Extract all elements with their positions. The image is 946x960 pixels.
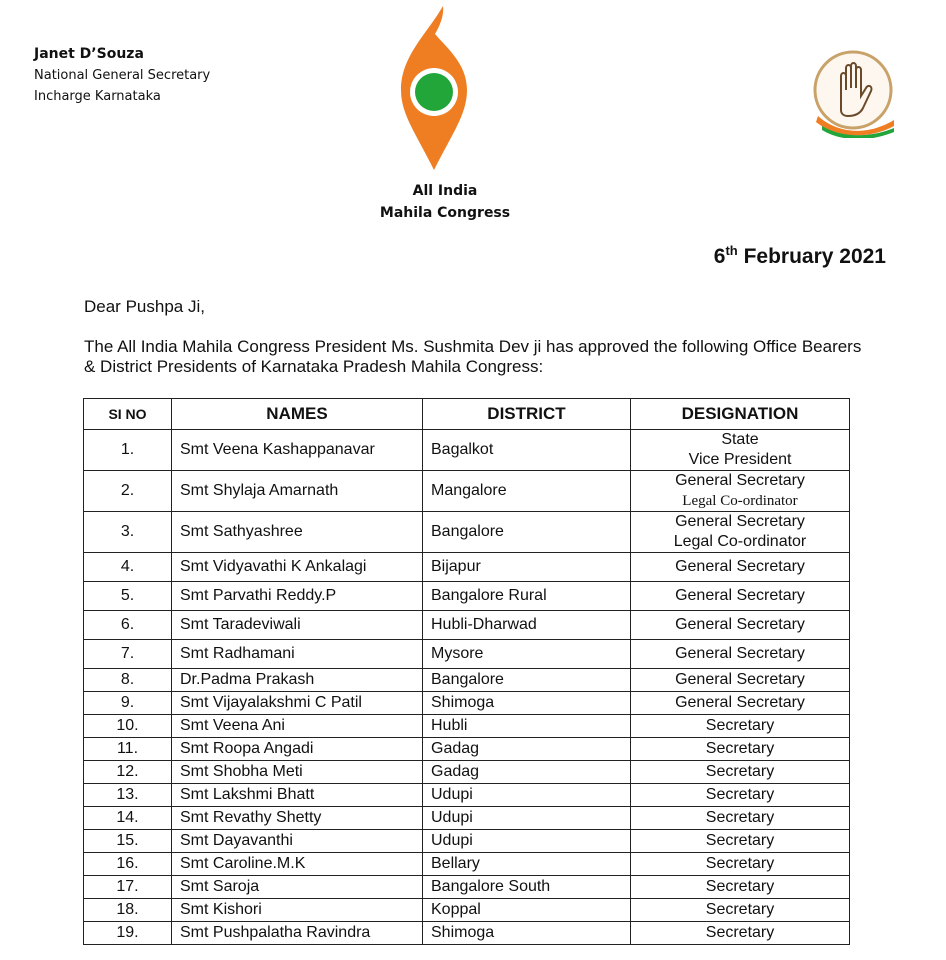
row-district: Shimoga [423, 692, 631, 715]
sender-title: National General Secretary [34, 68, 211, 83]
designation-line2: Legal Co-ordinator [673, 533, 807, 550]
row-district: Gadag [423, 738, 631, 761]
row-designation [631, 738, 850, 761]
designation-line1: General Secretary [675, 671, 805, 688]
date-rest: February 2021 [737, 245, 886, 268]
table-row [84, 512, 850, 553]
table-row [84, 640, 850, 669]
row-district: Hubli [423, 715, 631, 738]
row-district: Bangalore [423, 669, 631, 692]
row-name: Smt Vidyavathi K Ankalagi [172, 553, 423, 582]
designation-line1: State [721, 431, 759, 448]
row-district: Gadag [423, 761, 631, 784]
row-designation [631, 715, 850, 738]
designation-line2: Legal Co-ordinator [682, 493, 798, 509]
row-designation [631, 669, 850, 692]
table-row [84, 669, 850, 692]
row-designation [631, 922, 850, 945]
organization-line1: All India [412, 183, 478, 199]
table-row [84, 853, 850, 876]
sender-block [34, 44, 210, 107]
row-number: 4. [84, 553, 172, 582]
table-row [84, 430, 850, 471]
row-designation [631, 430, 850, 471]
header-designation: DESIGNATION [631, 399, 850, 430]
row-number: 18. [84, 899, 172, 922]
row-name: Smt Revathy Shetty [172, 807, 423, 830]
row-district: Bijapur [423, 553, 631, 582]
designation-line1: General Secretary [675, 645, 805, 662]
row-name: Smt Parvathi Reddy.P [172, 582, 423, 611]
row-number: 9. [84, 692, 172, 715]
table-row [84, 899, 850, 922]
row-number: 14. [84, 807, 172, 830]
row-district: Mysore [423, 640, 631, 669]
row-district: Hubli-Dharwad [423, 611, 631, 640]
row-name: Smt Saroja [172, 876, 423, 899]
row-number: 6. [84, 611, 172, 640]
row-name: Smt Roopa Angadi [172, 738, 423, 761]
row-number: 8. [84, 669, 172, 692]
row-designation [631, 640, 850, 669]
row-name: Smt Caroline.M.K [172, 853, 423, 876]
designation-line1: General Secretary [675, 694, 805, 711]
table-row [84, 922, 850, 945]
row-district: Bangalore South [423, 876, 631, 899]
sender-charge: Incharge Karnataka [34, 89, 161, 104]
row-name: Smt Sathyashree [172, 512, 423, 553]
date-day: 6 [713, 245, 726, 268]
sender-name: Janet D’Souza [34, 46, 144, 62]
table-row [84, 553, 850, 582]
designation-line1: General Secretary [675, 513, 805, 530]
designation-line1: General Secretary [675, 558, 805, 575]
row-name: Smt Dayavanthi [172, 830, 423, 853]
designation-line1: Secretary [705, 878, 775, 895]
row-number: 7. [84, 640, 172, 669]
row-number: 10. [84, 715, 172, 738]
header-district: DISTRICT [423, 399, 631, 430]
mahila-congress-logo [397, 4, 471, 174]
table-row [84, 471, 850, 512]
row-designation [631, 830, 850, 853]
designation-line1: Secretary [705, 901, 775, 918]
salutation: Dear Pushpa Ji, [84, 297, 205, 316]
row-district: Shimoga [423, 922, 631, 945]
date-suffix: th [725, 243, 738, 258]
letter-date [714, 243, 886, 269]
table-row [84, 715, 850, 738]
table-row [84, 830, 850, 853]
intro-paragraph: The All India Mahila Congress President Ms. Sushmita Dev ji has approved the following Office Bearers & District Presidents of Karnataka Pradesh Mahila Congress: [84, 337, 862, 376]
designation-line1: Secretary [705, 855, 775, 872]
designation-line1: Secretary [705, 763, 775, 780]
row-name: Smt Taradeviwali [172, 611, 423, 640]
designation-line2: Vice President [688, 451, 792, 468]
header-si-no: SI NO [84, 399, 172, 430]
congress-hand-logo [808, 46, 898, 138]
designation-line1: General Secretary [675, 587, 805, 604]
row-name: Smt Shobha Meti [172, 761, 423, 784]
organization-line2: Mahila Congress [379, 205, 511, 221]
designation-line1: Secretary [705, 740, 775, 757]
designation-line1: Secretary [705, 717, 775, 734]
row-number: 2. [84, 471, 172, 512]
row-designation [631, 512, 850, 553]
row-name: Smt Vijayalakshmi C Patil [172, 692, 423, 715]
table-row [84, 738, 850, 761]
row-name: Smt Veena Kashappanavar [172, 430, 423, 471]
header-names: NAMES [172, 399, 423, 430]
row-number: 13. [84, 784, 172, 807]
row-number: 11. [84, 738, 172, 761]
designation-line1: Secretary [705, 832, 775, 849]
row-designation [631, 471, 850, 512]
designation-line1: General Secretary [675, 616, 805, 633]
row-designation [631, 692, 850, 715]
table-header-row [84, 399, 850, 430]
row-name: Smt Shylaja Amarnath [172, 471, 423, 512]
row-district: Koppal [423, 899, 631, 922]
row-district: Mangalore [423, 471, 631, 512]
row-name: Smt Pushpalatha Ravindra [172, 922, 423, 945]
row-district: Bangalore Rural [423, 582, 631, 611]
designation-line1: Secretary [705, 786, 775, 803]
row-designation [631, 853, 850, 876]
row-name: Dr.Padma Prakash [172, 669, 423, 692]
row-number: 3. [84, 512, 172, 553]
table-row [84, 784, 850, 807]
row-district: Bagalkot [423, 430, 631, 471]
row-name: Smt Veena Ani [172, 715, 423, 738]
row-number: 15. [84, 830, 172, 853]
row-designation [631, 582, 850, 611]
row-name: Smt Lakshmi Bhatt [172, 784, 423, 807]
row-number: 19. [84, 922, 172, 945]
row-designation [631, 761, 850, 784]
row-designation [631, 553, 850, 582]
table-row [84, 611, 850, 640]
row-district: Udupi [423, 807, 631, 830]
row-name: Smt Kishori [172, 899, 423, 922]
row-number: 17. [84, 876, 172, 899]
row-designation [631, 807, 850, 830]
row-designation [631, 611, 850, 640]
row-number: 16. [84, 853, 172, 876]
organization-name [345, 180, 545, 224]
table-row [84, 582, 850, 611]
row-district: Udupi [423, 784, 631, 807]
row-number: 5. [84, 582, 172, 611]
office-bearers-table [83, 398, 850, 945]
row-number: 12. [84, 761, 172, 784]
row-number: 1. [84, 430, 172, 471]
row-district: Bangalore [423, 512, 631, 553]
row-designation [631, 899, 850, 922]
row-name: Smt Radhamani [172, 640, 423, 669]
row-district: Udupi [423, 830, 631, 853]
table-row [84, 761, 850, 784]
table-row [84, 807, 850, 830]
designation-line1: Secretary [705, 809, 775, 826]
table-row [84, 692, 850, 715]
table-row [84, 876, 850, 899]
designation-line1: Secretary [705, 924, 775, 941]
row-designation [631, 876, 850, 899]
row-designation [631, 784, 850, 807]
row-district: Bellary [423, 853, 631, 876]
designation-line1: General Secretary [675, 472, 805, 489]
